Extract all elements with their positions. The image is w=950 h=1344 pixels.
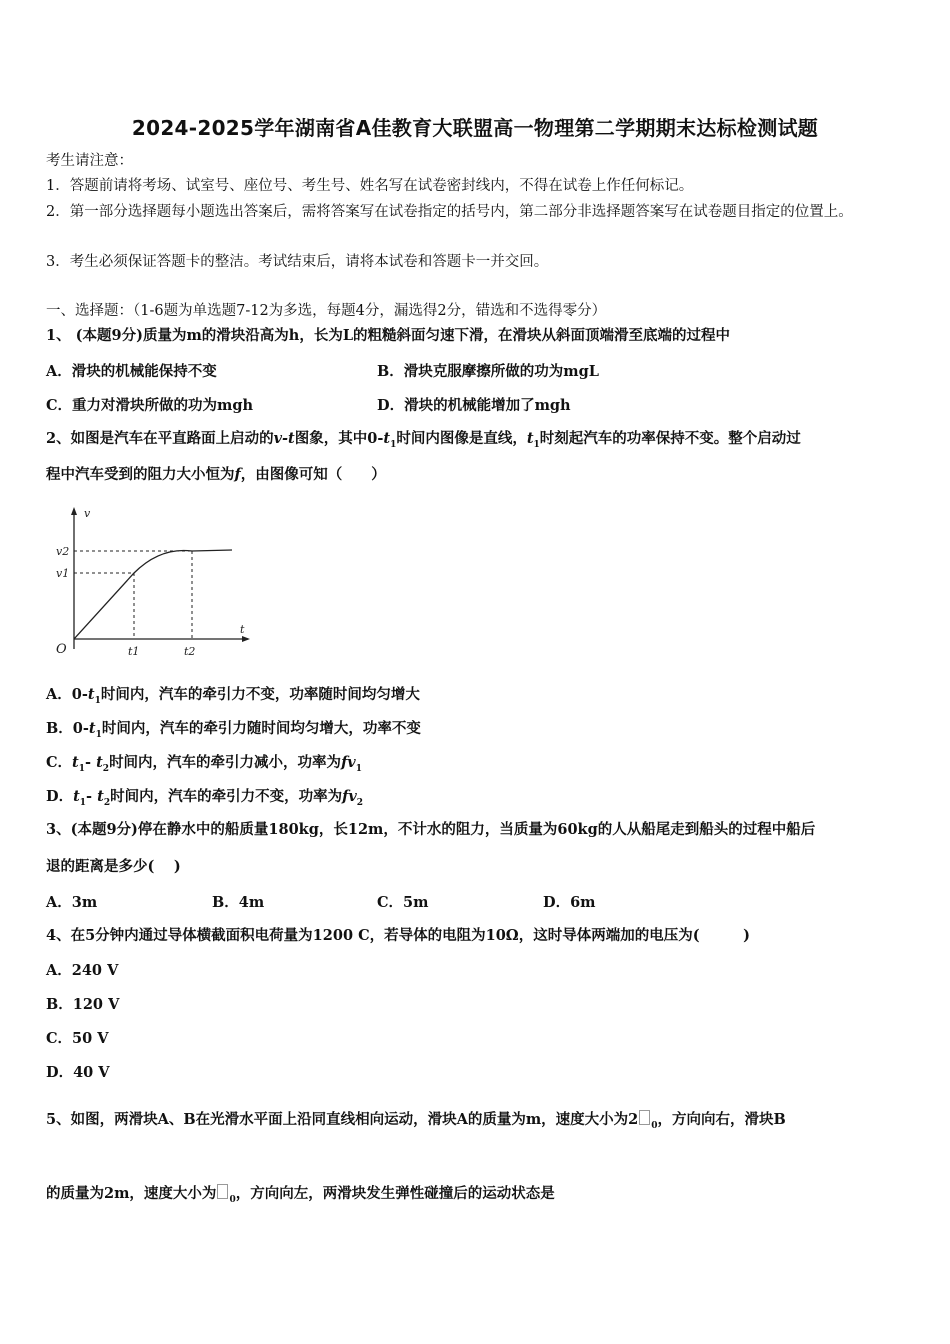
q3-stem-line1: 3、(本题9分)停在静水中的船质量180kg，长12m，不计水的阻力，当质量为60kg的人从船尾走到船头的过程中船后: [46, 821, 816, 838]
x-axis-arrow: [242, 636, 250, 642]
v2-label: v2: [56, 545, 70, 558]
q3-option-b: B．4m: [212, 894, 265, 911]
q1-stem: 1、 (本题9分)质量为m的滑块沿高为h，长为L的粗糙斜面匀速下滑，在滑块从斜面顶端滑至底端的过程中: [46, 327, 731, 344]
q1-option-c: C．重力对滑块所做的功为mgh: [46, 397, 254, 414]
q4-stem: 4、在5分钟内通过导体横截面积电荷量为1200 C，若导体的电阻为10Ω，这时导体两端加的电压为( ): [46, 927, 750, 944]
x-axis-label: t: [240, 623, 245, 636]
q5-stem-line2: 的质量为2m，速度大小为 $_0$，方向向左，两滑块发生弹性碰撞后的运动状态是: [46, 1185, 555, 1205]
t2-label: t2: [184, 645, 196, 658]
q4-option-c: C．50 V: [46, 1030, 109, 1047]
y-axis-label: v: [84, 507, 91, 520]
notice-heading: 考生请注意：: [46, 153, 133, 169]
q2-stem-line1: 2、如图是汽车在平直路面上启动的v-t图象，其中$0-t_1$时间内图像是直线，$t_1$时刻起汽车的功率保持不变。整个启动过: [46, 430, 801, 450]
t1-label: t1: [128, 645, 140, 658]
vt-graph: [50, 505, 250, 665]
q3-option-a: A．3m: [46, 894, 98, 911]
q5-stem-line1: 5、如图，两滑块A、B在光滑水平面上沿同直线相向运动，滑块A的质量为m，速度大小为2 $_0$，方向向右，滑块B: [46, 1111, 786, 1131]
q3-stem-line2: 退的距离是多少( ): [46, 858, 181, 875]
formula-placeholder-icon: [639, 1110, 650, 1125]
q4-option-b: B．120 V: [46, 996, 120, 1013]
q4-option-a: A．240 V: [46, 962, 119, 979]
q2-stem-line2: 程中汽车受到的阻力大小恒为f，由图像可知（ ）: [46, 466, 386, 483]
q2-option-c: C．$t_1-$ $t_2$时间内，汽车的牵引力减小，功率为$fv_1$: [46, 754, 362, 774]
q1-option-d: D．滑块的机械能增加了mgh: [377, 397, 571, 414]
y-axis-arrow: [71, 507, 77, 515]
section-heading: 一、选择题：（1-6题为单选题7-12为多选，每题4分，漏选得2分，错选和不选得零分）: [46, 303, 607, 319]
notice-item-2: 2．第一部分选择题每小题选出答案后，需将答案写在试卷指定的括号内，第二部分非选择题答案写在试卷题目指定的位置上。: [46, 204, 853, 220]
origin-label: O: [56, 642, 67, 657]
q1-option-a: A．滑块的机械能保持不变: [46, 363, 217, 380]
page-title: 2024-2025学年湖南省A佳教育大联盟高一物理第二学期期末达标检测试题: [131, 116, 819, 140]
q3-option-c: C．5m: [377, 894, 429, 911]
q2-option-d: D．$t_1-$ $t_2$时间内，汽车的牵引力不变，功率为$fv_2$: [46, 788, 364, 808]
q4-option-d: D．40 V: [46, 1064, 110, 1081]
q2-option-b: B．$0-t_1$时间内，汽车的牵引力随时间均匀增大，功率不变: [46, 720, 421, 740]
v1-label: v1: [56, 567, 70, 580]
notice-item-3: 3．考生必须保证答题卡的整洁。考试结束后，请将本试卷和答题卡一并交回。: [46, 254, 549, 270]
q2-option-a: A．$0-t_1$时间内，汽车的牵引力不变，功率随时间均匀增大: [46, 686, 420, 706]
notice-item-1: 1．答题前请将考场、试室号、座位号、考生号、姓名写在试卷密封线内，不得在试卷上作任何标记。: [46, 178, 694, 194]
q3-option-d: D．6m: [543, 894, 596, 911]
vt-curve: [74, 550, 232, 639]
q1-option-b: B．滑块克服摩擦所做的功为mgL: [377, 363, 599, 380]
formula-placeholder-icon: [217, 1184, 228, 1199]
